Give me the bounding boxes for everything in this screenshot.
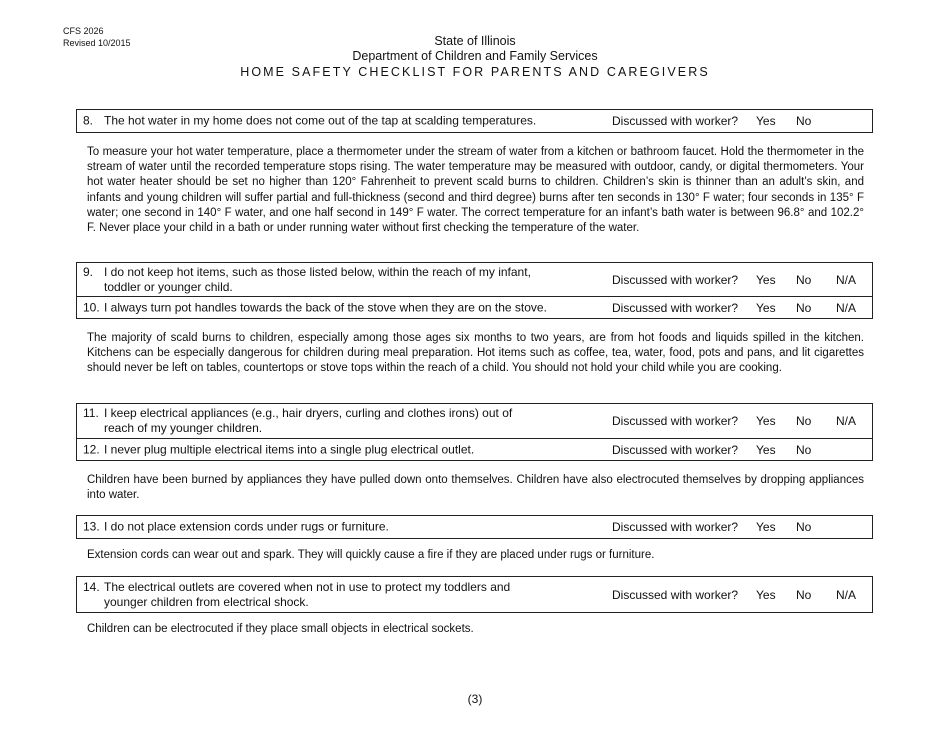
yes-option[interactable]: Yes <box>756 442 776 457</box>
question-number: 10. <box>83 300 100 314</box>
question-number: 9. <box>83 264 94 279</box>
question-row-13 <box>77 516 872 538</box>
title-block <box>0 34 950 80</box>
question-box-8 <box>76 109 873 133</box>
yes-option[interactable]: Yes <box>756 587 776 602</box>
no-option[interactable]: No <box>796 587 812 602</box>
question-text-10 <box>83 300 563 315</box>
question-number: 8. <box>83 113 94 128</box>
question-text-14 <box>83 580 563 610</box>
na-option[interactable]: N/A <box>836 414 857 428</box>
question-text-13 <box>83 520 563 535</box>
question-row-12 <box>77 438 872 460</box>
department-name: Department of Children and Family Services <box>352 49 598 63</box>
no-option[interactable]: No <box>796 114 812 128</box>
yes-option[interactable]: Yes <box>756 114 776 128</box>
discussed-label: Discussed with worker? <box>612 414 739 428</box>
info-paragraph-12: Children have been burned by appliances they have pulled down onto themselves. Children have also electrocuted themselves by dropping appliances into water. <box>87 474 864 502</box>
question-box-14 <box>76 576 873 613</box>
na-option[interactable]: N/A <box>836 272 857 287</box>
question-line: I do not keep hot items, such as those listed below, within the reach of my infant, <box>104 264 531 279</box>
no-option[interactable]: No <box>796 442 812 457</box>
question-line: reach of my younger children. <box>104 421 263 435</box>
question-box-9-10 <box>76 262 873 319</box>
question-row-11 <box>77 404 872 438</box>
discussed-label: Discussed with worker? <box>612 587 739 602</box>
question-line: I never plug multiple electrical items into a single plug electrical outlet. <box>104 442 475 456</box>
yes-option[interactable]: Yes <box>756 520 776 534</box>
question-number: 12. <box>83 442 100 456</box>
question-box-13 <box>76 515 873 539</box>
question-line: younger children from electrical shock. <box>104 594 309 609</box>
question-number: 11. <box>83 406 99 420</box>
no-option[interactable]: No <box>796 300 812 315</box>
question-row-8 <box>77 110 872 132</box>
na-option[interactable]: N/A <box>836 587 857 602</box>
discussed-label: Discussed with worker? <box>612 300 739 315</box>
question-row-10 <box>77 296 872 318</box>
question-text-12 <box>83 442 563 457</box>
question-line: The electrical outlets are covered when not in use to protect my toddlers and <box>104 579 511 594</box>
discussed-label: Discussed with worker? <box>612 442 739 457</box>
question-number: 14. <box>83 579 100 594</box>
no-option[interactable]: No <box>796 414 812 428</box>
question-row-14 <box>77 577 872 612</box>
state-name: State of Illinois <box>434 34 516 48</box>
question-text-11 <box>83 406 563 436</box>
form-number: CFS 2026 <box>63 26 104 36</box>
question-line: toddler or younger child. <box>104 279 233 294</box>
discussed-label: Discussed with worker? <box>612 520 739 534</box>
question-line: I keep electrical appliances (e.g., hair dryers, curling and clothes irons) out of <box>104 406 513 420</box>
question-text-9 <box>83 265 563 295</box>
question-line: The hot water in my home does not come out of the tap at scalding temperatures. <box>104 113 537 128</box>
discussed-label: Discussed with worker? <box>612 272 739 287</box>
yes-option[interactable]: Yes <box>756 414 776 428</box>
revision-date: Revised 10/2015 <box>63 38 131 48</box>
yes-option[interactable]: Yes <box>756 300 776 315</box>
question-text-8 <box>83 114 563 129</box>
info-paragraph-8: To measure your hot water temperature, place a thermometer under the stream of water from a kitchen or bathroom faucet. Hold the thermometer in the stream of water until the recorded temperature stops rising. The water temperature may be measured with outdoor, candy, or digital thermometers. Your hot water heater should be set no higher than 120° Fahrenheit to prevent scald burns to children. Children’s skin is thinner than an adult’s skin, and infants and young children will suffer partial and full-thickness (second and third degree) burns after ten seconds in 130° F water; four seconds in 135° F water; one second in 140° F water, and one half second in 149° F water. The correct temperature for an infant’s bath water is between 96.8° and 102.2° F. Never place your child in a bath or under running water without first checking the temperature of the water. <box>87 146 864 235</box>
page-title: HOME SAFETY CHECKLIST FOR PARENTS AND CAREGIVERS <box>240 65 710 79</box>
question-row-9 <box>77 263 872 296</box>
page-number: (3) <box>467 692 483 706</box>
discussed-label: Discussed with worker? <box>612 114 739 128</box>
na-option[interactable]: N/A <box>836 300 857 315</box>
info-paragraph-14: Children can be electrocuted if they place small objects in electrical sockets. <box>87 623 474 635</box>
yes-option[interactable]: Yes <box>756 272 776 287</box>
info-paragraph-10: The majority of scald burns to children, especially among those ages six months to two years, are from hot foods and liquids spilled in the kitchen. Kitchens can be especially dangerous for children during meal preparation. Hot items such as coffee, tea, water, food, pots and pans, and lit cigarettes should never be left on tables, countertops or stove tops within the reach of a child. You should not hold your child while you are cooking. <box>87 332 864 375</box>
no-option[interactable]: No <box>796 520 812 534</box>
question-line: I always turn pot handles towards the back of the stove when they are on the stove. <box>104 300 547 314</box>
info-paragraph-13: Extension cords can wear out and spark. They will quickly cause a fire if they are placed under rugs or furniture. <box>87 549 655 561</box>
question-number: 13. <box>83 519 100 534</box>
question-line: I do not place extension cords under rugs or furniture. <box>104 519 389 534</box>
no-option[interactable]: No <box>796 272 812 287</box>
question-box-11-12 <box>76 403 873 461</box>
